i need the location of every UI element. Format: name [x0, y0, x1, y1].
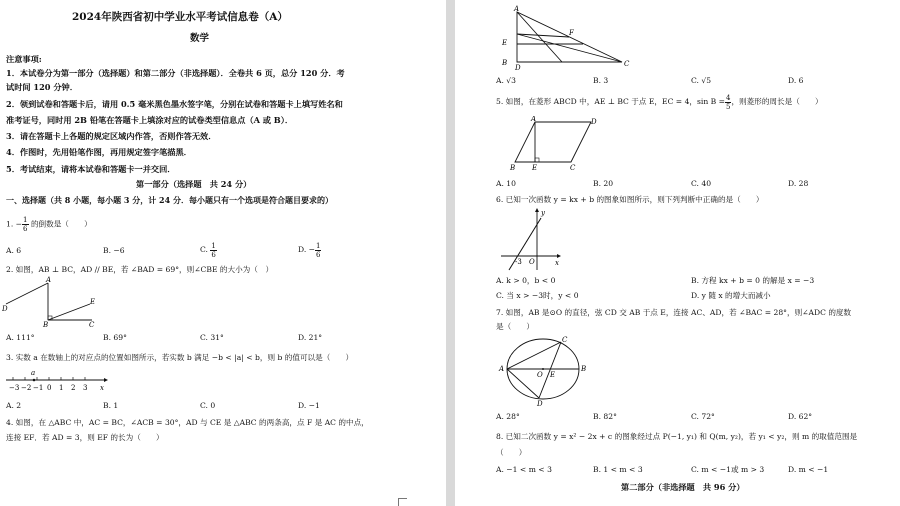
q3-option-a: A. 2	[6, 401, 22, 410]
left-page	[0, 0, 446, 506]
q8-option-d: D. m < −1	[788, 465, 829, 474]
q8-stem-line2: （ ）	[496, 448, 527, 457]
notice-line: 准考证号，同时用 2B 铅笔在答题卡上填涂对应的试卷类型信息点（A 或 B）．	[6, 115, 294, 125]
q6-stem: 6. 已知一次函数 y = kx + b 的图象如图所示，则下列判断中正确的是（ ）	[496, 195, 764, 204]
q2-stem: 2. 如图，AB ⊥ BC，AD // BE，若 ∠BAD = 69°，则∠CBE 的大小为（ ）	[6, 265, 274, 274]
q1-option-b: B. −6	[103, 246, 125, 255]
q2-label-b: B	[43, 321, 49, 329]
q2-label-c: C	[89, 321, 95, 329]
q3-number-line	[4, 366, 114, 396]
q6-option-c: C. 当 x > −3时，y < 0	[496, 291, 579, 300]
q7-stem-line2: 是（ ）	[496, 322, 534, 331]
q7-label-c: C	[562, 336, 568, 344]
q6-label-o: O	[529, 258, 535, 266]
q5-option-a: A. 10	[496, 179, 516, 188]
q8-option-a: A. −1 < m < 3	[496, 465, 552, 474]
notice-line: 试时间 120 分钟．	[6, 82, 78, 92]
q5-label-d: D	[591, 118, 597, 126]
notice-line: 5．考试结束，请将本试卷和答题卡一并交回．	[6, 164, 176, 174]
page-gap	[446, 0, 455, 506]
q7-figure	[495, 334, 595, 408]
q3-tick: −2	[21, 384, 32, 392]
q7-label-o: O	[537, 371, 543, 379]
q2-label-a: A	[46, 276, 52, 284]
q3-option-c: C. 0	[200, 401, 216, 410]
notice-line: 3．请在答题卡上各题的规定区域内作答，否则作答无效．	[6, 131, 217, 141]
q3-tick: 2	[71, 384, 76, 392]
q5-option-b: B. 20	[593, 179, 614, 188]
q4-stem-line2: 连接 EF．若 AD = 3，则 EF 的长为（ ）	[6, 433, 164, 442]
notice-line: 2．领到试卷和答题卡后，请用 0.5 毫米黑色墨水签字笔，分别在试卷和答题卡上填写姓名和	[6, 99, 343, 109]
q7-label-d: D	[537, 400, 543, 408]
q4-label-f: F	[569, 29, 574, 37]
q4-option-c: C. √5	[691, 76, 712, 85]
q1-option-d: D. − $\frac{1}{6}$	[298, 241, 321, 259]
page-corner-mark	[398, 498, 407, 506]
q4-label-d: D	[515, 64, 521, 70]
q2-option-a: A. 111°	[6, 333, 35, 342]
q2-label-d: D	[2, 305, 8, 313]
q5-stem: 5. 如图，在菱形 ABCD 中，AE ⊥ BC 于点 E，EC = 4，sin B = $\frac{4}{5}$ ，则菱形的周长是（ ）	[496, 93, 823, 111]
section1-heading: 一、选择题（共 8 小题，每小题 3 分，计 24 分．每小题只有一个选项是符合题目要求的）	[6, 195, 333, 205]
q4-figure	[497, 4, 637, 70]
q4-option-b: B. 3	[593, 76, 609, 85]
q1-option-a: A. 6	[6, 246, 22, 255]
q4-label-e: E	[502, 39, 508, 47]
q7-label-e: E	[550, 371, 556, 379]
q7-label-b: B	[581, 365, 587, 373]
q6-option-d: D. y 随 x 的增大而减小	[691, 291, 771, 300]
q7-stem-line1: 7. 如图，AB 是⊙O 的直径，弦 CD 交 AB 于点 E，连接 AC、AD，若 ∠BAC = 28°，则∠ADC 的度数	[496, 308, 852, 317]
q4-label-c: C	[624, 60, 630, 68]
q3-axis-x: x	[100, 384, 104, 392]
q4-option-d: D. 6	[788, 76, 804, 85]
q3-stem: 3. 实数 a 在数轴上的对应点的位置如图所示，若实数 b 满足 −b < |a| < b，则 b 的值可以是（ ）	[6, 353, 354, 362]
q2-label-e: E	[90, 298, 96, 306]
q3-tick: −1	[33, 384, 44, 392]
q4-option-a: A. √3	[496, 76, 516, 85]
q3-option-d: D. −1	[298, 401, 320, 410]
q2-figure	[2, 276, 102, 330]
q5-option-d: D. 28	[788, 179, 809, 188]
q5-label-b: B	[510, 164, 516, 172]
q6-label-neg3: -3	[515, 258, 522, 266]
q6-axis-y: y	[541, 209, 545, 217]
q7-option-b: B. 82°	[593, 412, 617, 421]
q3-tick: 0	[47, 384, 52, 392]
q7-option-a: A. 28°	[496, 412, 520, 421]
q3-point-a: a	[31, 369, 36, 377]
q6-axis-x: x	[555, 259, 559, 267]
q8-option-b: B. 1 < m < 3	[593, 465, 643, 474]
q2-option-d: D. 21°	[298, 333, 323, 342]
q6-option-b: B. 方程 kx + b = 0 的解是 x = −3	[691, 276, 815, 285]
q8-stem-line1: 8. 已知二次函数 y = x² − 2x + c 的图象经过点 P(−1, y₁) 和 Q(m, y₂)，若 y₁ < y₂，则 m 的取值范围是	[496, 432, 858, 441]
q5-option-c: C. 40	[691, 179, 712, 188]
q4-label-b: B	[502, 59, 508, 67]
notice-head: 注意事项:	[6, 54, 42, 64]
q6-figure	[495, 206, 565, 272]
q5-figure	[495, 116, 605, 174]
q4-label-a: A	[514, 5, 520, 13]
q3-option-b: B. 1	[103, 401, 119, 410]
q5-label-a: A	[531, 116, 537, 123]
subject-title: 数学	[190, 33, 210, 44]
q7-label-a: A	[499, 365, 505, 373]
q1-option-c: C. $\frac{1}{6}$	[200, 241, 216, 259]
q3-tick: 3	[83, 384, 88, 392]
q3-tick: −3	[9, 384, 20, 392]
q6-option-a: A. k > 0，b < 0	[496, 276, 556, 285]
q4-stem-line1: 4. 如图，在 △ABC 中，AC = BC，∠ACB = 30°，AD 与 CE 是 △ABC 的两条高，点 F 是 AC 的中点，	[6, 418, 369, 427]
q8-option-c: C. m < −1或 m > 3	[691, 465, 765, 474]
q2-option-b: B. 69°	[103, 333, 127, 342]
right-page	[455, 0, 900, 506]
q3-tick: 1	[59, 384, 64, 392]
part1-heading: 第一部分（选择题 共 24 分）	[136, 179, 252, 189]
notice-line: 1．本试卷分为第一部分（选择题）和第二部分（非选择题）．全卷共 6 页，总分 120 分．考	[6, 68, 345, 78]
exam-title: 2024年陕西省初中学业水平考试信息卷（A）	[72, 11, 288, 23]
q7-option-d: D. 62°	[788, 412, 813, 421]
q2-option-c: C. 31°	[200, 333, 224, 342]
part2-heading: 第二部分（非选择题 共 96 分）	[621, 482, 745, 492]
q1-stem: 1. − $\frac{1}{6}$ 的倒数是（ ）	[6, 216, 92, 233]
q5-label-e: E	[532, 164, 538, 172]
q7-option-c: C. 72°	[691, 412, 715, 421]
q5-label-c: C	[570, 164, 576, 172]
notice-line: 4．作图时，先用铅笔作图，再用规定签字笔描黑．	[6, 147, 192, 157]
